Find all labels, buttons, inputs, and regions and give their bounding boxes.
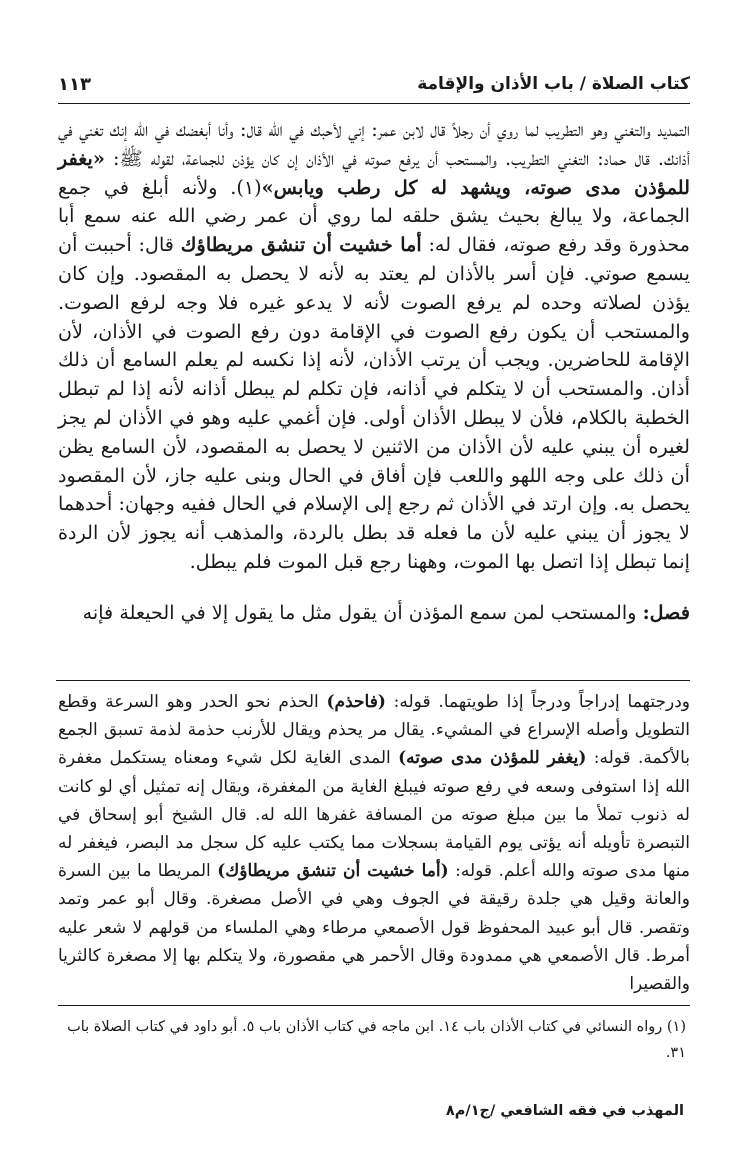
lemma: (فاحذم) [326,692,386,712]
footnote [58,1014,686,1066]
hadith-quote: «يغفر للمؤذن مدى صوته، ويشهد له كل رطب ويابس» [58,146,690,199]
commentary-divider [56,680,690,681]
text-run: والمستحب لمن سمع المؤذن أن يقول مثل ما يقول إلا في الحيعلة فإنه [82,600,643,624]
header-rule [58,103,690,104]
commentary-paragraph [58,688,690,998]
text-run: (١). ولأنه أبلغ في جمع الجماعة، ولا يبالغ بحيث يشق حلقه لما روي أن عمر رضي الله عنه سمع أبا محذورة وقد رفع صوته، فقال له: [58,175,690,257]
bold-quote: أما خشيت أن تنشق مريطاؤك [180,233,422,257]
commentary-text [58,688,690,998]
main-text [58,116,690,628]
text-run: ودرجتهما إدراجاً ودرجاً إذا طويتهما. قوله: [385,692,690,712]
lemma: (يغفر للمؤذن مدى صوته) [398,748,587,769]
header-title: كتاب الصلاة / باب الأذان والإقامة [417,74,690,94]
main-paragraph [58,116,690,577]
footnote-text: (١) رواه النسائي في كتاب الأذان باب ١٤. ابن ماجه في كتاب الأذان باب ٥. أبو داود في كتاب الصلاة باب ٣١. [67,1019,686,1061]
page-number: ١١٣ [58,73,91,95]
page-footer: المهذب في فقه الشافعي /ج١/م٨ [445,1103,684,1119]
text-run: قال: أحببت أن يسمع صوتي. فإن أسر بالأذان لم يعتد به لأنه لا يحصل به المقصود. وإن كان يؤذن لصلاته وحده لم يرفع الصوت لأنه لا يدعو غيره فلا وجه لرفع الصوت. والمستحب أن يكون رفع الصوت في الإقامة دون رفع الصوت في الأذان، لأن الإقامة للحاضرين. ويجب أن يرتب الأذان، لأنه إذا نكسه لم يعلم السامع أن ذلك أذان. والمستحب أن لا يتكلم في أذانه، فإن تكلم لم يبطل أذانه لأنه إذا لم تبطل الخطبة بالكلام، فلأن لا يبطل الأذان أولى. فإن أغمي عليه وهو في الأذان لم يجز لغيره أن يبني عليه لأن الأذان من الاثنين لا يحصل به المقصود، لأن السامع يظن أن ذلك على وجه اللهو واللعب فإن أفاق في الحال وبنى عليه جاز، لأن المقصود يحصل به. وإن ارتد في الأذان ثم رجع إلى الإسلام في الحال ففيه وجهان: أحدهما لا يجوز أن يبني عليه لأن ما فعله قد بطل بالردة، والمذهب أنه يجوز لأن الردة إنما تبطل إذا اتصل بها الموت، وههنا رجع قبل الموت فلم يبطل. [58,233,690,573]
footnote-divider [58,1005,690,1006]
section-paragraph [58,599,690,628]
text-run: المريطا ما بين السرة والعانة وقيل هي جلدة رقيقة في الجوف وهي في الأصل مصغرة. وقال أبو عمر وتمد وتقصر. قال أبو عبيد المحفوظ قول الأصمعي مرطاء وهي الملساء من قولهم لا شعر عليه أمرط. قال الأصمعي هي ممدودة وقال الأحمر هي مقصورة، ولا يتكلم بها إلا مصغرة كالثريا والقصيرا [58,861,690,995]
text-run: الحذم نحو الحدر وهو السرعة وقطع التطويل وأصله الإسراع في المشيء. يقال مر يحذم ويقال للأرنب حذمة لذمة تسبق الجمع بالأكمة. قوله: [58,692,690,769]
lemma: (أما خشيت أن تنشق مريطاؤك) [217,861,449,882]
text-run: المدى الغاية لكل شيء ومعناه يستكمل مغفرة الله إذا استوفى وسعه في رفع صوته فيبلغ الغاية من المغفرة، ويقال إنه تمثيل أي لو كانت له ذنوب تملأ ما بين مبلغ صوته من المسافة غفرها الله له. قال الشيخ أبو إسحاق في التبصرة تأويله أنه يؤتى يوم القيامة بسجلات مما يكتب عليه كل سجل مد البصر، فيغفر له منها مدى صوته والله أعلم. قوله: [58,748,691,882]
text-run: التمديد والتغني وهو التطريب لما روي أن رجلاً قال لابن عمر: إني لأحبك في الله قال: وأنا أبغضك في الله إنك تغني في أذانك. قال حماد: التغني التطريب. والمستحب أن يرفع صوته في الأذان إن كان يؤذن للجماعة، لقوله ﷺ: [58,118,690,170]
running-header [58,70,690,98]
section-heading: فصل: [642,600,690,624]
